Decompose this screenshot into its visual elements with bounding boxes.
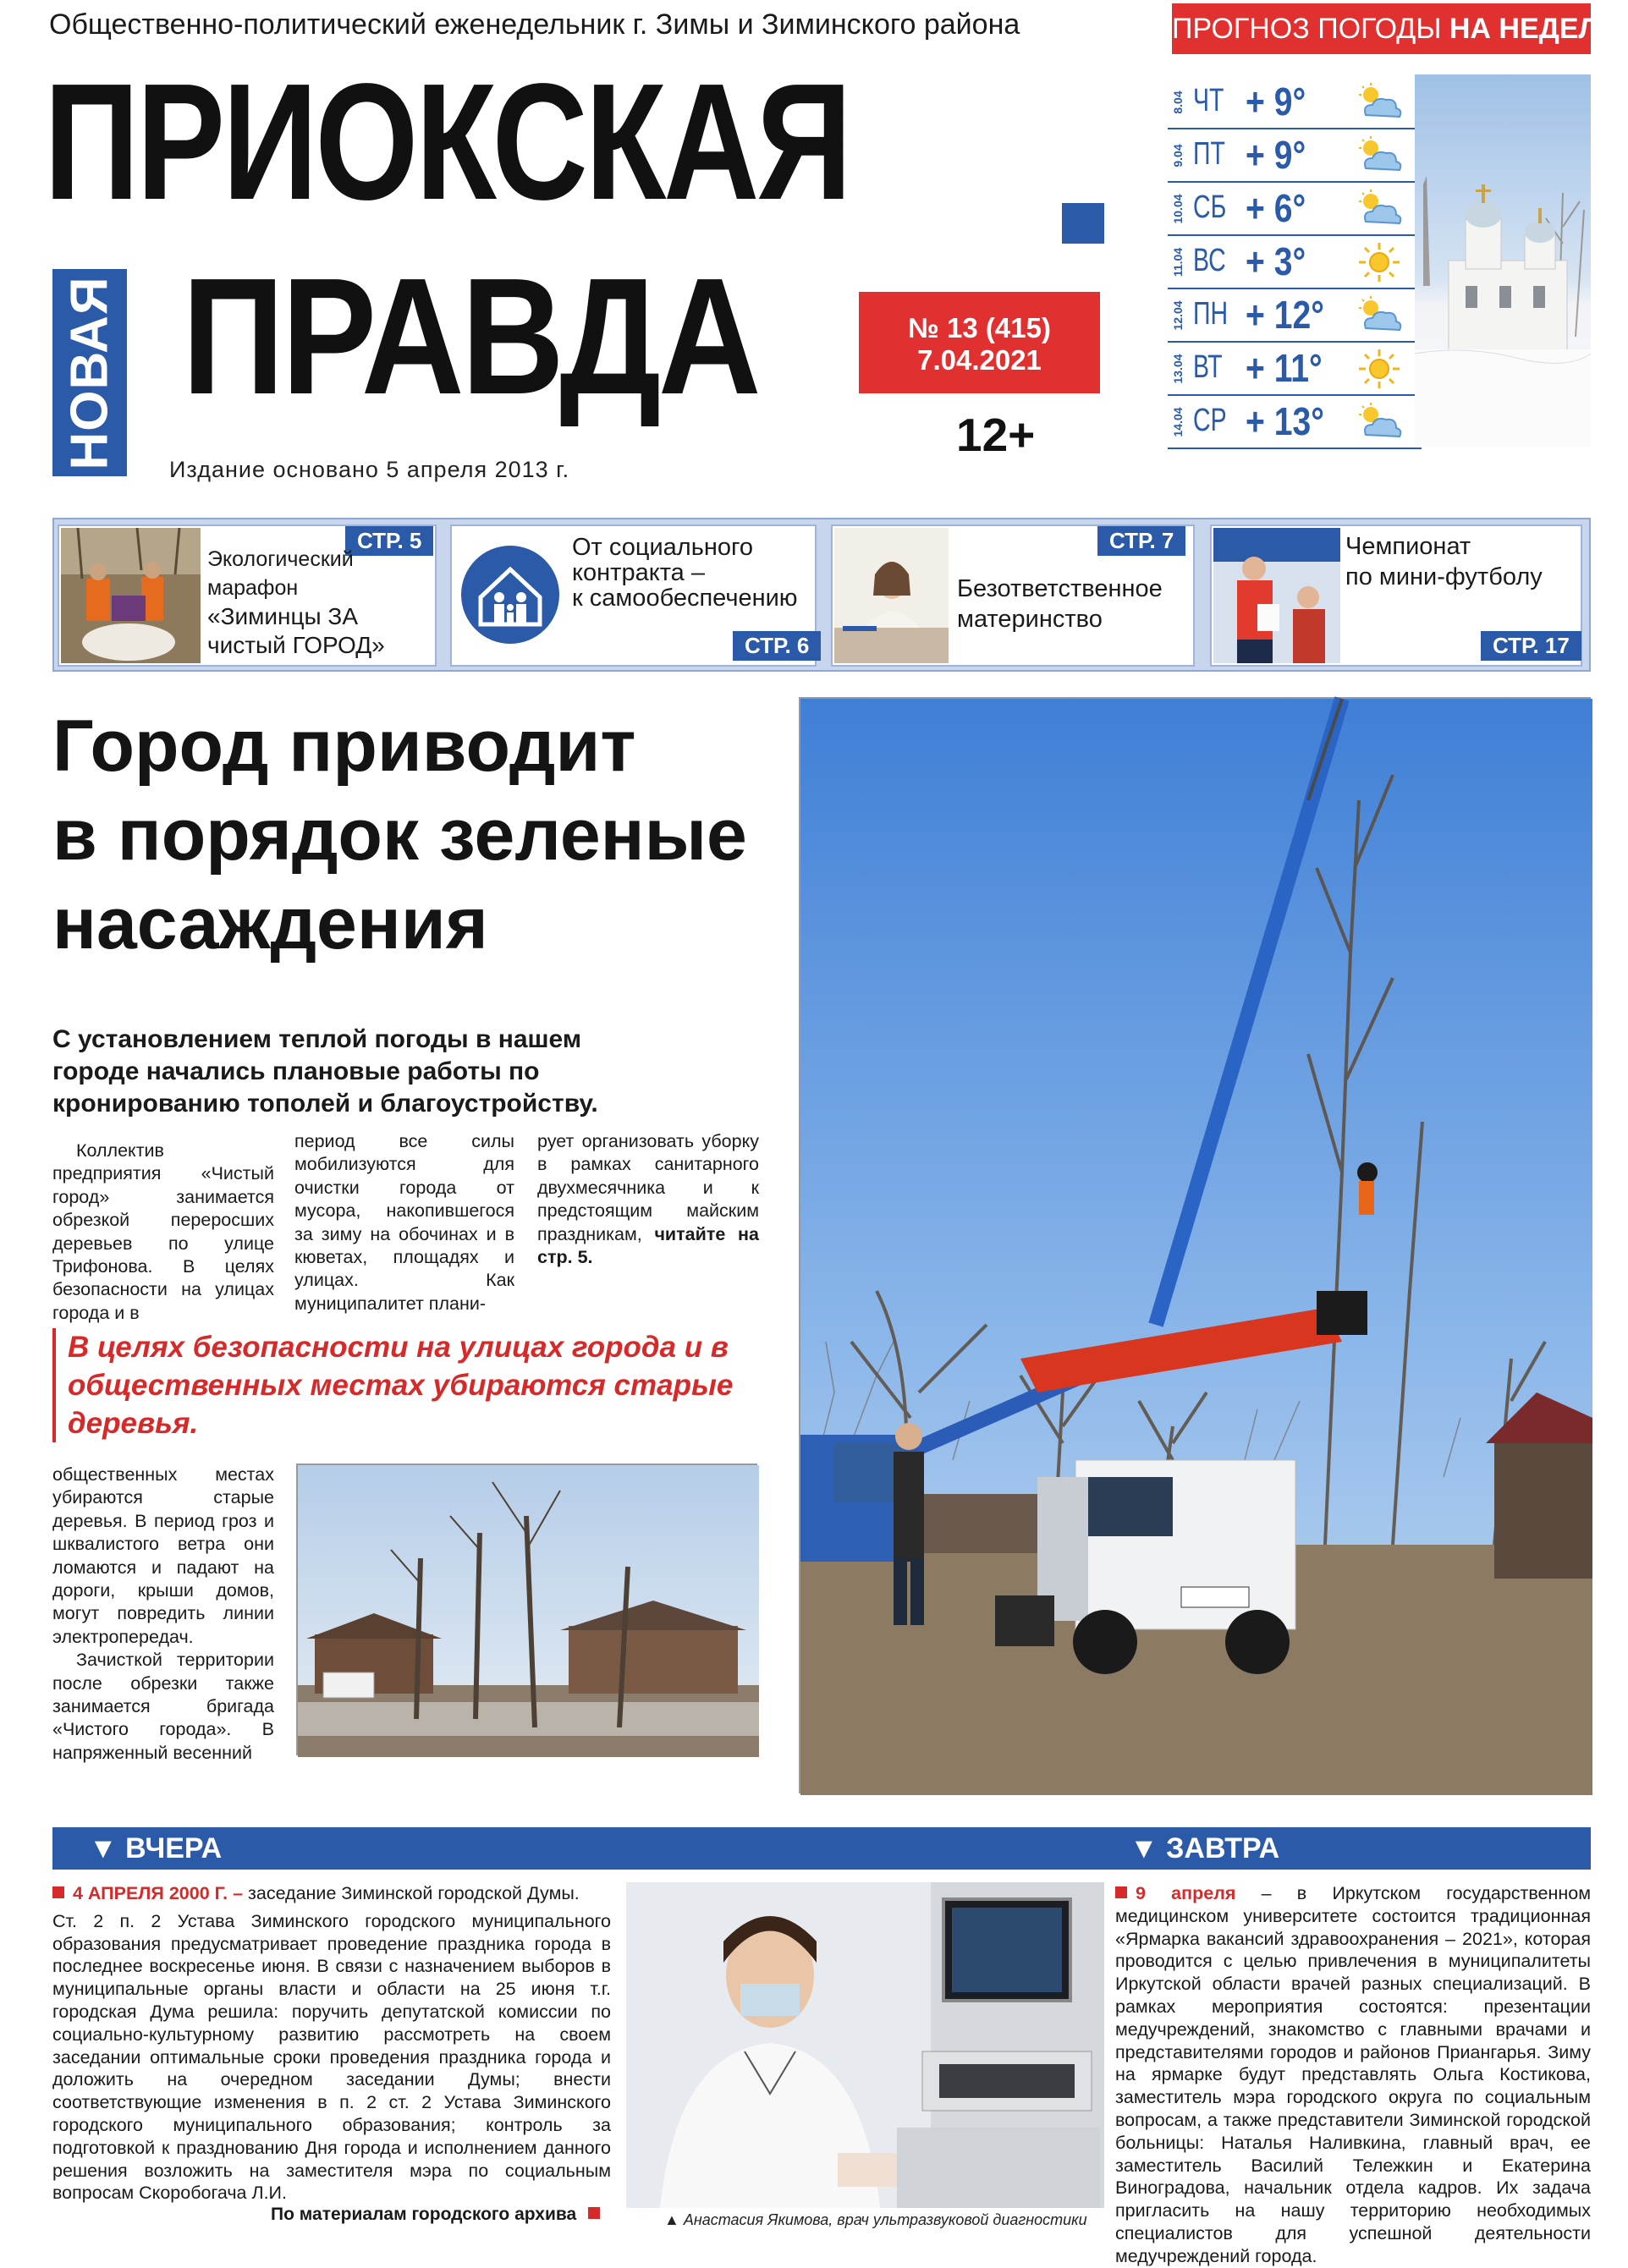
masthead-tagline: Общественно-политический еженедельник г. Зимы и Зиминского района [49,8,1020,41]
partly-cloudy-icon [1354,401,1405,443]
title-accent-square [1062,203,1104,244]
newspaper-title-line2: ПРАВДА [182,244,759,429]
weather-temp: + 11° [1246,346,1323,390]
weather-row [1168,183,1422,236]
weather-row [1168,343,1422,396]
doctor-photo [626,1882,1104,2208]
teaser-social-page: СТР. 6 [733,631,821,661]
weather-temp: + 3° [1246,239,1306,283]
eco-photo [61,528,201,663]
partly-cloudy-icon [1354,188,1405,230]
weather-temp: + 9° [1246,133,1306,177]
weather-date: 10.04 [1171,194,1185,224]
article-headline: Город приводит в порядок зеленые насаждения [52,706,747,964]
article-lede: С установлением теплой погоды в нашем городе начались плановые работы по кронированию тополей и благоустройству. [52,1025,598,1118]
weather-header: ПРОГНОЗ ПОГОДЫ НА НЕДЕЛЮ [1172,3,1591,54]
weather-day: ПТ [1193,136,1225,172]
weather-date: 12.04 [1171,300,1185,331]
teaser-football-page: СТР. 17 [1481,631,1581,661]
tomorrow-text: 9 апреля – в Иркутском государственном медицинском университете состоится традиционная «Ярмарка вакансий здравоохранения – 2021», которая проводится с целью привлечения в муниципалитеты Иркутской области врачей разных специализаций. В рамках мероприятия состоятся: презентации медучреждений, знакомство с главными врачами и представителями городов и районов Приангарья. Зиму на ярмарке будут представлять Ольга Костикова, заместитель мэра городского округа по социальным вопросам, а также представители Зиминской городской больницы: Наталья Наливкина, главный врач, ее заместитель Василий Тележкин и Екатерина Виноградова, начальник отдела кадров. Их задача пригласить на нашу территорию необходимых специалистов для успешной деятельности медучреждений города. [1115,1883,1591,2266]
football-photo [1213,528,1340,663]
teaser-eco-page: СТР. 5 [345,526,433,556]
weather-day: ВС [1193,243,1226,278]
weather-day: СБ [1193,189,1227,225]
weather-date: 9.04 [1171,144,1185,167]
church-photo [1415,74,1591,447]
weather-table [1168,76,1422,449]
bullet-square [1115,1886,1127,1898]
age-rating: 12+ [956,409,1036,461]
teaser-football[interactable] [1210,524,1582,667]
street-trees-photo [296,1463,757,1755]
article-col1: Коллектив предприятия «Чистый город» занимается обрезкой переросших деревьев по улице Трифонова. В целях безопасности на улицах города и в [52,1140,274,1323]
weather-date: 14.04 [1171,407,1185,437]
weather-day: ВТ [1193,349,1223,385]
weather-day: ЧТ [1193,83,1224,118]
teaser-social[interactable] [450,524,817,667]
article-col2: период все силы мобилизуются для очистки города от мусора, накопившегося за зиму на обочинах и в кюветах, площадях и улицах. Как муниципалитет плани- [294,1131,514,1314]
weather-date: 13.04 [1171,354,1185,384]
crane-truck-photo [799,697,1591,1793]
teaser-eco-text: Экологический марафон «Зиминцы ЗА чистый ГОРОД» [207,547,385,658]
family-house-icon [457,531,564,658]
weather-temp: + 13° [1246,399,1324,443]
weather-temp: + 6° [1246,186,1306,230]
bullet-square [52,1886,64,1898]
founded-note: Издание основано 5 апреля 2013 г. [169,457,570,482]
newspaper-title-line1: ПРИОКСКАЯ [44,49,850,234]
partly-cloudy-icon [1354,294,1405,337]
side-label-novaya: НОВАЯ [52,269,127,476]
weather-day: СР [1193,403,1227,438]
issue-date: 7.04.2021 [917,344,1042,376]
sun-icon [1354,348,1405,390]
photo-caption: ▲ Анастасия Якимова, врач ультразвуковой диагностики [664,2211,1087,2228]
archive-credit: По материалам городского архива [271,2205,600,2225]
weather-date: 8.04 [1171,91,1185,114]
teaser-football-text: Чемпионат по мини-футболу [1345,533,1543,590]
weather-temp: + 9° [1246,80,1306,124]
weather-temp: + 12° [1246,293,1324,337]
official-photo [834,528,949,663]
teaser-eco[interactable] [58,524,437,667]
issue-number: № 13 (415) [908,312,1051,343]
yesterday-label: ▼ ВЧЕРА [89,1832,223,1864]
article-col3: рует организовать уборку в рамках санитарного двухмесячника и к предстоящим майским праздникам, читайте на стр. 5. [537,1131,759,1268]
article-col1-cont: общественных местах убираются старые деревья. В период гроз и шквалистого ветра они ломаются и падают на дороги, крыши домов, могут повредить линии электропередач. Зачисткой территории после обрезки также занимается бригада «Чистого города». В напряженный весенний [52,1464,274,1763]
teaser-social-text: От социального контракта – к самообеспечению [572,534,798,612]
weather-date: 11.04 [1171,247,1185,277]
teaser-motherhood-text: Безответственное материнство [957,575,1163,633]
weather-row [1168,289,1422,343]
weather-row [1168,396,1422,449]
weather-day: ПН [1193,296,1229,332]
weather-row [1168,129,1422,183]
partly-cloudy-icon [1354,81,1405,124]
teaser-motherhood[interactable] [831,524,1195,667]
teaser-motherhood-page: СТР. 7 [1097,526,1185,556]
weather-row [1168,236,1422,289]
weather-row [1168,76,1422,129]
tomorrow-label: ▼ ЗАВТРА [1130,1832,1280,1864]
partly-cloudy-icon [1354,135,1405,177]
sun-icon [1354,241,1405,283]
yesterday-text: 4 АПРЕЛЯ 2000 Г. – заседание Зиминской городской Думы. Ст. 2 п. 2 Устава Зиминского городского муниципального образования предусматривает проведение праздника города в последнее воскресенье июня. В связи с назначением выборов в муниципальные органы власти и области на 25 июня т.г. городская Дума решила: поручить депутатской комиссии по социально-культурному развитию рассмотреть на своем заседании оптимальные сроки проведения праздника города и доложить на очередном заседании Думы; внести соответствующие изменения в п. 2 ст. 2 Устава Зиминского городского муниципального образования; контроль за подготовкой к празднованию Дня города и исполнением данного решения возложить на заместителя мэра по социальным вопросам Скоробогача Л.И. [52,1883,611,2204]
article-pull-quote: В целях безопасности на улицах города и в общественных местах убираются старые деревья. [52,1328,780,1442]
section-bar [52,1827,1591,1870]
issue-badge [859,292,1100,393]
